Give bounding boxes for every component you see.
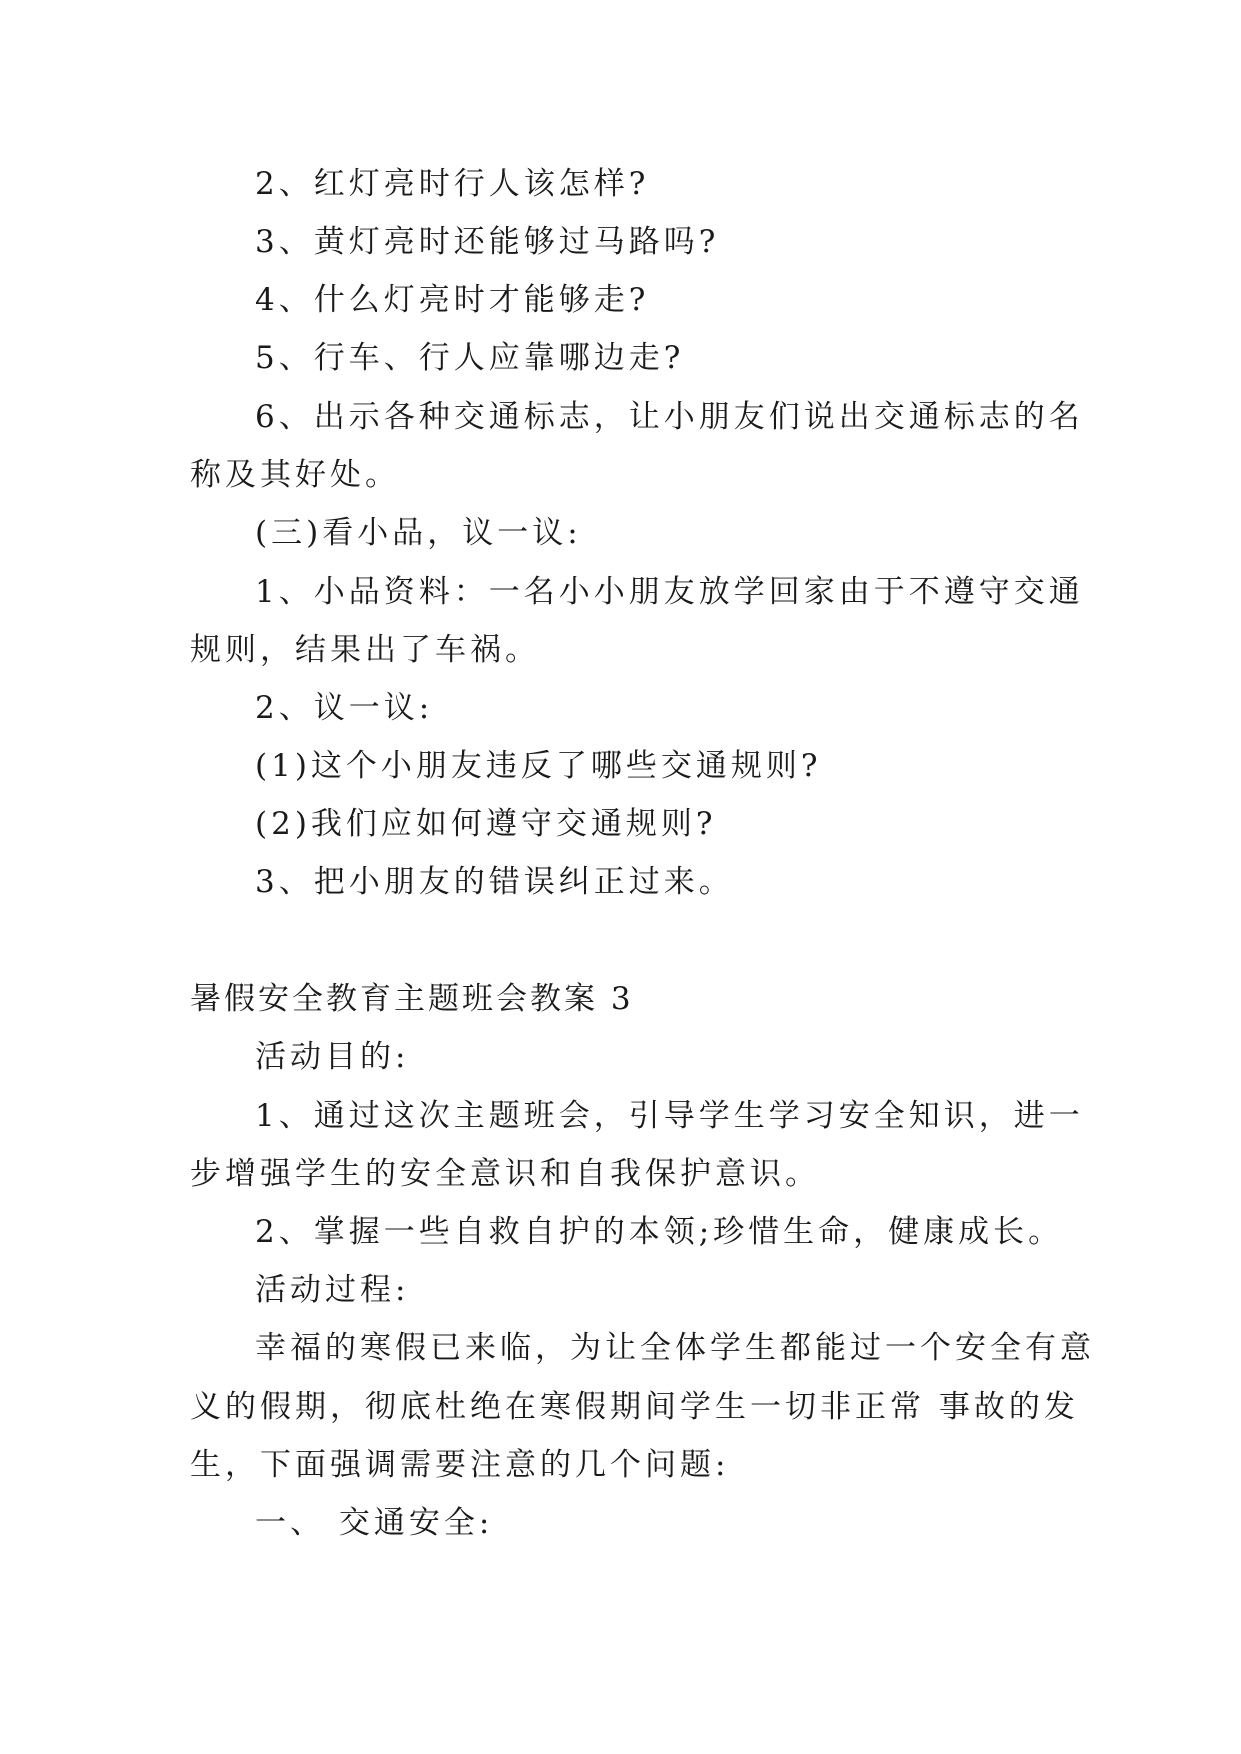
- subitem-2: (2)我们应如何遵守交通规则?: [255, 806, 717, 842]
- section-title: 暑假安全教育主题班会教案 3: [190, 981, 634, 1017]
- question-red-light: 2、红灯亮时行人该怎样?: [255, 166, 650, 202]
- goal-1-line2: 步增强学生的安全意识和自我保护意识。: [190, 1156, 820, 1192]
- paragraph-traffic-signs-line1: 6、出示各种交通标志，让小朋友们说出交通标志的名: [255, 399, 1084, 435]
- paragraph-skit-line2: 规则，结果出了车祸。: [190, 632, 540, 668]
- question-which-light: 4、什么灯亮时才能够走?: [255, 282, 650, 318]
- paragraph-process-line3: 生，下面强调需要注意的几个问题:: [190, 1447, 730, 1483]
- subitem-1: (1)这个小朋友违反了哪些交通规则?: [255, 748, 822, 784]
- question-which-side: 5、行车、行人应靠哪边走?: [255, 340, 685, 376]
- paragraph-skit-line1: 1、小品资料：一名小小朋友放学回家由于不遵守交通: [255, 574, 1084, 610]
- item-correct-mistakes: 3、把小朋友的错误纠正过来。: [255, 864, 734, 900]
- goal-2: 2、掌握一些自救自护的本领;珍惜生命，健康成长。: [255, 1214, 1064, 1250]
- heading-traffic-safety: 一、 交通安全:: [255, 1505, 494, 1541]
- section-heading-skit: (三)看小品，议一议:: [255, 515, 582, 551]
- paragraph-process-line2: 义的假期，彻底杜绝在寒假期间学生一切非正常 事故的发: [190, 1389, 1079, 1425]
- label-activity-goal: 活动目的:: [255, 1039, 410, 1075]
- question-yellow-light: 3、黄灯亮时还能够过马路吗?: [255, 224, 720, 260]
- label-activity-process: 活动过程:: [255, 1272, 410, 1308]
- paragraph-traffic-signs-line2: 称及其好处。: [190, 457, 400, 493]
- paragraph-process-line1: 幸福的寒假已来临，为让全体学生都能过一个安全有意: [255, 1330, 1095, 1366]
- item-discuss: 2、议一议:: [255, 690, 434, 726]
- goal-1-line1: 1、通过这次主题班会，引导学生学习安全知识，进一: [255, 1098, 1084, 1134]
